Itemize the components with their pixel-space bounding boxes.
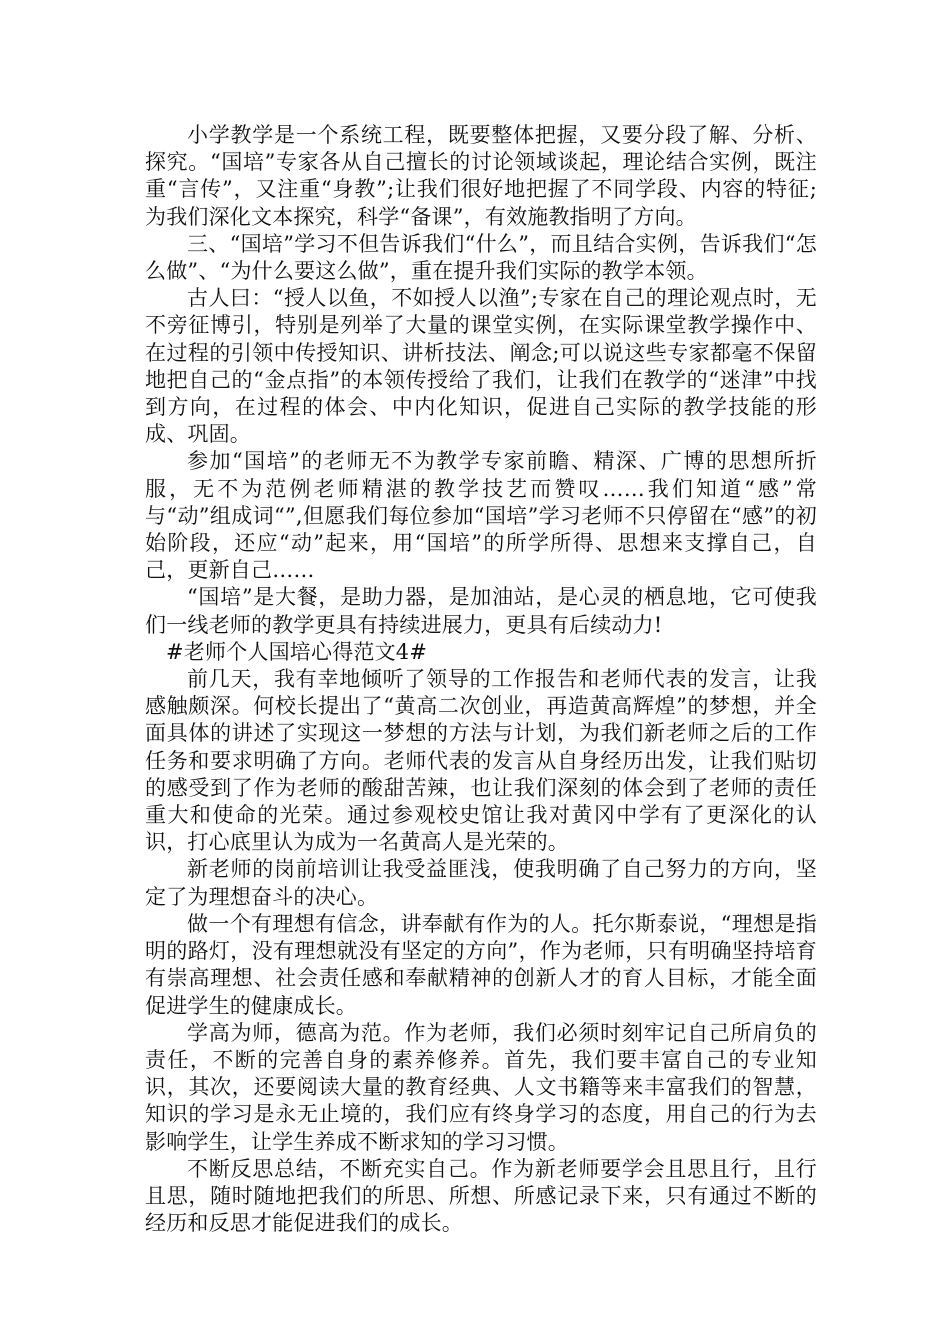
paragraph-1: 小学教学是一个系统工程，既要整体把握，又要分段了解、分析、探究。“国培”专家各从自己擅长的讨论领域谈起，理论结合实例，既注重“言传”，又注重“身教”;让我们很好地把握了不同学段、内容的特征;为我们深化文本探究，科学“备课”，有效施教指明了方向。 xyxy=(145,123,817,229)
paragraph-2: 三、“国培”学习不但告诉我们“什么”，而且结合实例，告诉我们“怎么做”、“为什么要这么做”，重在提升我们实际的教学本领。 xyxy=(145,231,817,284)
paragraph-6: 前几天，我有幸地倾听了领导的工作报告和老师代表的发言，让我感触颇深。何校长提出了“黄高二次创业，再造黄高辉煌”的梦想，并全面具体的讲述了实现这一梦想的方法与计划，为我们新老师之后的工作任务和要求明确了方向。老师代表的发言从自身经历出发，让我们贴切的感受到了作为老师的酸甜苦辣，也让我们深刻的体会到了老师的责任重大和使命的光荣。通过参观校史馆让我对黄冈中学有了更深化的认识，打心底里认为成为一名黄高人是光荣的。 xyxy=(145,667,817,855)
document-body xyxy=(145,122,817,1237)
section-heading: #老师个人国培心得范文4# xyxy=(166,639,428,664)
paragraph-5: “国培”是大餐，是助力器，是加油站，是心灵的栖息地，它可使我们一线老师的教学更具有持续进展力，更具有后续动力! xyxy=(145,585,817,637)
paragraph-10: 不断反思总结，不断充实自己。作为新老师要学会且思且行，且行且思，随时随地把我们的所思、所想、所感记录下来，只有通过不断的经历和反思才能促进我们的成长。 xyxy=(145,1156,817,1236)
paragraph-4: 参加“国培”的老师无不为教学专家前瞻、精深、广博的思想所折服，无不为范例老师精湛的教学技艺而赞叹……我们知道“感”常与“动”组成词“”,但愿我们每位参加“国培”学习老师不只停留在“感”的初始阶段，还应“动”起来，用“国培”的所学所得、思想来支撑自己，自己，更新自己…… xyxy=(145,449,817,583)
paragraph-7: 新老师的岗前培训让我受益匪浅，使我明确了自己努力的方向，坚定了为理想奋斗的决心。 xyxy=(145,857,817,909)
paragraph-3: 古人曰：“授人以鱼，不如授人以渔”;专家在自己的理论观点时，无不旁征博引，特别是列举了大量的课堂实例，在实际课堂教学操作中、在过程的引领中传授知识、讲析技法、阐念;可以说这些专家都毫不保留地把自己的“金点指”的本领传授给了我们，让我们在教学的“迷津”中找到方向，在过程的体会、中内化知识，促进自己实际的教学技能的形成、巩固。 xyxy=(145,286,817,447)
paragraph-8: 做一个有理想有信念，讲奉献有作为的人。托尔斯泰说，“理想是指明的路灯，没有理想就没有坚定的方向”，作为老师，只有明确坚持培育有崇高理想、社会责任感和奉献精神的创新人才的育人目标，才能全面促进学生的健康成长。 xyxy=(145,911,817,1018)
paragraph-9: 学高为师，德高为范。作为老师，我们必须时刻牢记自己所肩负的责任，不断的完善自身的素养修养。首先，我们要丰富自己的专业知识，其次，还要阅读大量的教育经典、人文书籍等来丰富我们的智慧，知识的学习是永无止境的，我们应有终身学习的态度，用自己的行为去影响学生，让学生养成不断求知的学习习惯。 xyxy=(145,1020,817,1154)
